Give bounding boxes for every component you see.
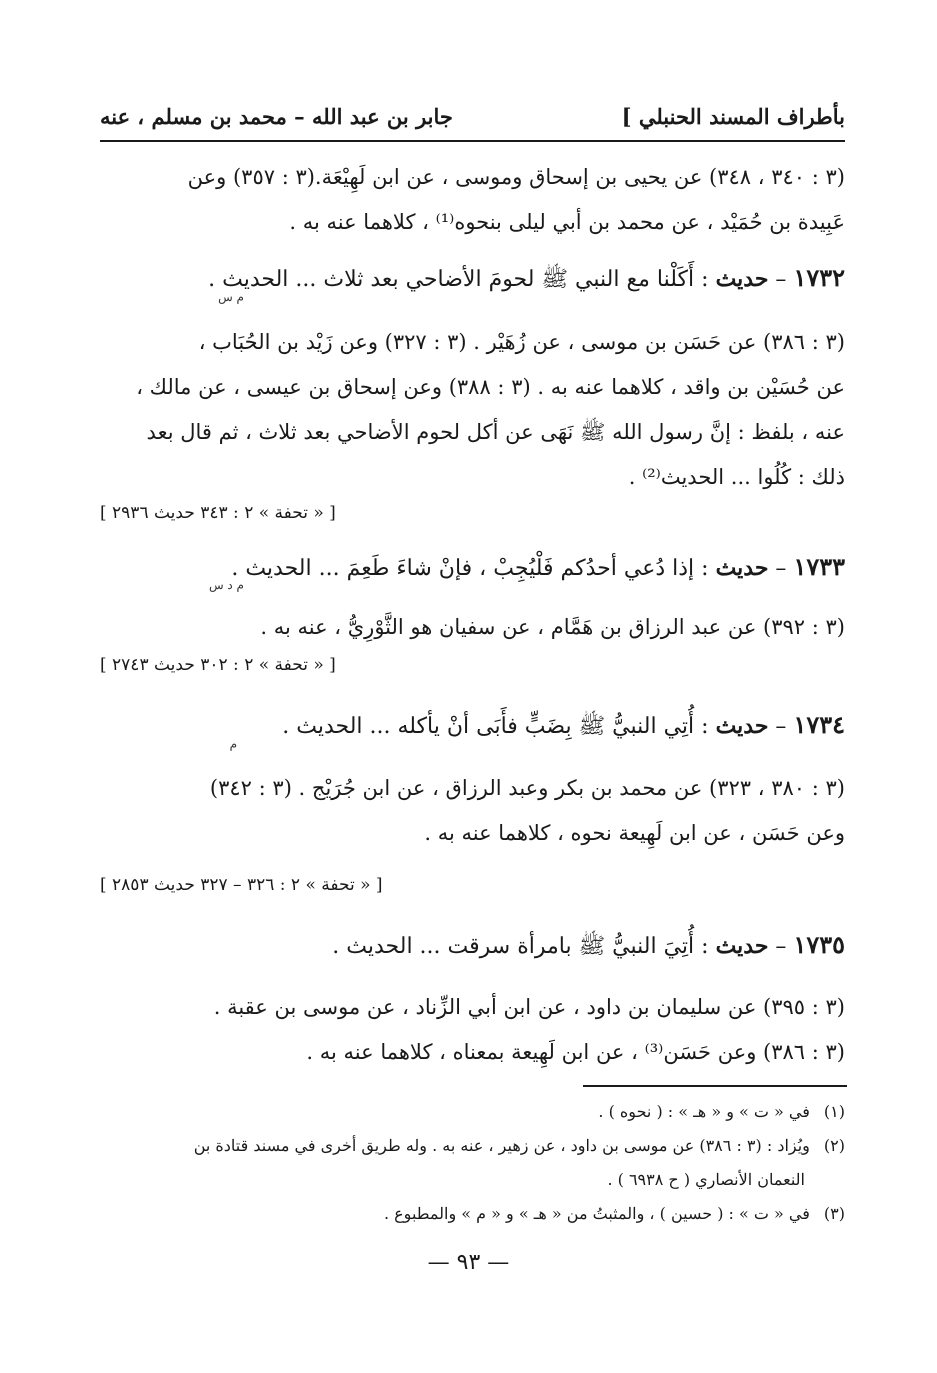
- hadith-keyword: حديث: [715, 713, 769, 739]
- footnote: (١)في « ت » و « هـ » : ( نحوه ) .: [598, 1102, 845, 1121]
- header-section-title: جابر بن عبد الله – محمد بن مسلم ، عنه: [100, 103, 453, 129]
- hadith-text: : أُتِيَ النبيُّ ﷺ بامرأة سرقت ... الحديث .: [332, 934, 709, 959]
- intro-paragraph: [100, 155, 845, 245]
- page-number: — ٩٣ —: [427, 1250, 510, 1275]
- text-line: عنه ، بلفظ : إنَّ رسول الله ﷺ نَهَى عن أكل لحوم الأضاحي بعد ثلاث ، ثم قال بعد: [146, 420, 845, 444]
- hadith-text: : إذا دُعي أحدُكم فَلْيُجِبْ ، فإنْ شاءَ طَعِمَ ... الحديث .: [231, 556, 709, 581]
- hadith-1732-tuhfa-ref: [ « تحفة » ٢ : ٣٤٣ حديث ٢٩٣٦ ]: [100, 503, 336, 523]
- hadith-number: ١٧٣٤: [793, 710, 845, 739]
- text-line: (٣ : ٣٩٥) عن سليمان بن داود ، عن ابن أبي الزِّناد ، عن موسى بن عقبة .: [213, 995, 845, 1019]
- hadith-1733-body: [100, 605, 845, 650]
- hadith-1732-body: [100, 320, 845, 500]
- text-line: (٣ : ٣٩٢) عن عبد الرزاق بن هَمَّام ، عن سفيان هو الثَّوْرِيُّ ، عنه به .: [260, 615, 845, 639]
- hadith-1732-symbols: م س: [218, 290, 244, 304]
- footnotes: [100, 1095, 845, 1231]
- header-divider: [100, 140, 845, 142]
- hadith-text: : أُتِي النبيُّ ﷺ بِضَبٍّ فأَبَى أنْ يأكله ... الحديث .: [282, 714, 709, 739]
- hadith-number: ١٧٣٢: [793, 263, 845, 292]
- text-line: عن حُسَيْن بن واقد ، كلاهما عنه به . (٣ : ٣٨٨) وعن إسحاق بن عيسى ، عن مالك ،: [136, 375, 845, 399]
- hadith-text: : أَكَلْنا مع النبي ﷺ لحومَ الأضاحي بعد ثلاث ... الحديث .: [208, 267, 709, 292]
- text-line: (٣ : ٣٨٦) عن حَسَن بن موسى ، عن زُهَيْر . (٣ : ٣٢٧) وعن زَيْد بن الحُبَاب ،: [198, 330, 845, 354]
- text-line: عَبِيدة بن حُمَيْد ، عن محمد بن أبي ليلى بنحوه⁽¹⁾ ، كلاهما عنه به .: [289, 210, 845, 234]
- hadith-1735-title: ١٧٣٥ – حديث : أُتِيَ النبيُّ ﷺ بامرأة سرقت ... الحديث .: [332, 930, 845, 959]
- hadith-1734-tuhfa-ref: [ « تحفة » ٢ : ٣٢٦ – ٣٢٧ حديث ٢٨٥٣ ]: [100, 875, 383, 895]
- text-line: (٣ : ٣٨٠ ، ٣٢٣) عن محمد بن بكر وعبد الرزاق ، عن ابن جُرَيْج . (٣ : ٣٤٢): [209, 776, 845, 800]
- hadith-1735-body: [100, 985, 845, 1075]
- hadith-number: ١٧٣٥: [793, 930, 845, 959]
- hadith-keyword: حديث: [715, 933, 769, 959]
- footnote-continuation: النعمان الأنصاري ( ح ٦٩٣٨ ) .: [607, 1170, 805, 1189]
- hadith-1734-symbols: م: [229, 737, 237, 751]
- hadith-1733-title: ١٧٣٣ – حديث : إذا دُعي أحدُكم فَلْيُجِبْ ، فإنْ شاءَ طَعِمَ ... الحديث .: [231, 552, 845, 581]
- hadith-keyword: حديث: [715, 555, 769, 581]
- footnote: (٣)في « ت » : ( حسين ) ، والمثبتُ من « هـ » و « م » والمطبوع .: [383, 1204, 845, 1223]
- hadith-1733-tuhfa-ref: [ « تحفة » ٢ : ٣٠٢ حديث ٢٧٤٣ ]: [100, 655, 336, 675]
- hadith-number: ١٧٣٣: [793, 552, 845, 581]
- hadith-1734-title: ١٧٣٤ – حديث : أُتِي النبيُّ ﷺ بِضَبٍّ فأَبَى أنْ يأكله ... الحديث .: [282, 710, 845, 739]
- text-line: (٣ : ٣٤٠ ، ٣٤٨) عن يحيى بن إسحاق وموسى ، عن ابن لَهِيْعَة.(٣ : ٣٥٧) وعن: [187, 165, 845, 189]
- text-line: ذلك : كُلُوا ... الحديث⁽²⁾ .: [628, 465, 845, 489]
- running-header: [100, 96, 845, 136]
- hadith-1732-title: ١٧٣٢ – حديث : أَكَلْنا مع النبي ﷺ لحومَ الأضاحي بعد ثلاث ... الحديث .: [208, 263, 845, 292]
- text-line: (٣ : ٣٨٦) وعن حَسَن⁽³⁾ ، عن ابن لَهِيعة بمعناه ، كلاهما عنه به .: [306, 1040, 845, 1064]
- hadith-1734-body: [100, 766, 845, 856]
- hadith-keyword: حديث: [715, 266, 769, 292]
- footnote-divider: [583, 1085, 847, 1087]
- hadith-1733-symbols: م د س: [208, 578, 244, 592]
- text-line: وعن حَسَن ، عن ابن لَهِيعة نحوه ، كلاهما عنه به .: [424, 821, 845, 845]
- footnote: (٢)ويُزاد : (٣ : ٣٨٦) عن موسى بن داود ، عن زهير ، عنه به . وله طريق أخرى في مسند قتادة بن: [193, 1136, 845, 1155]
- header-book-title: بأطراف المسند الحنبلي ]: [621, 103, 845, 129]
